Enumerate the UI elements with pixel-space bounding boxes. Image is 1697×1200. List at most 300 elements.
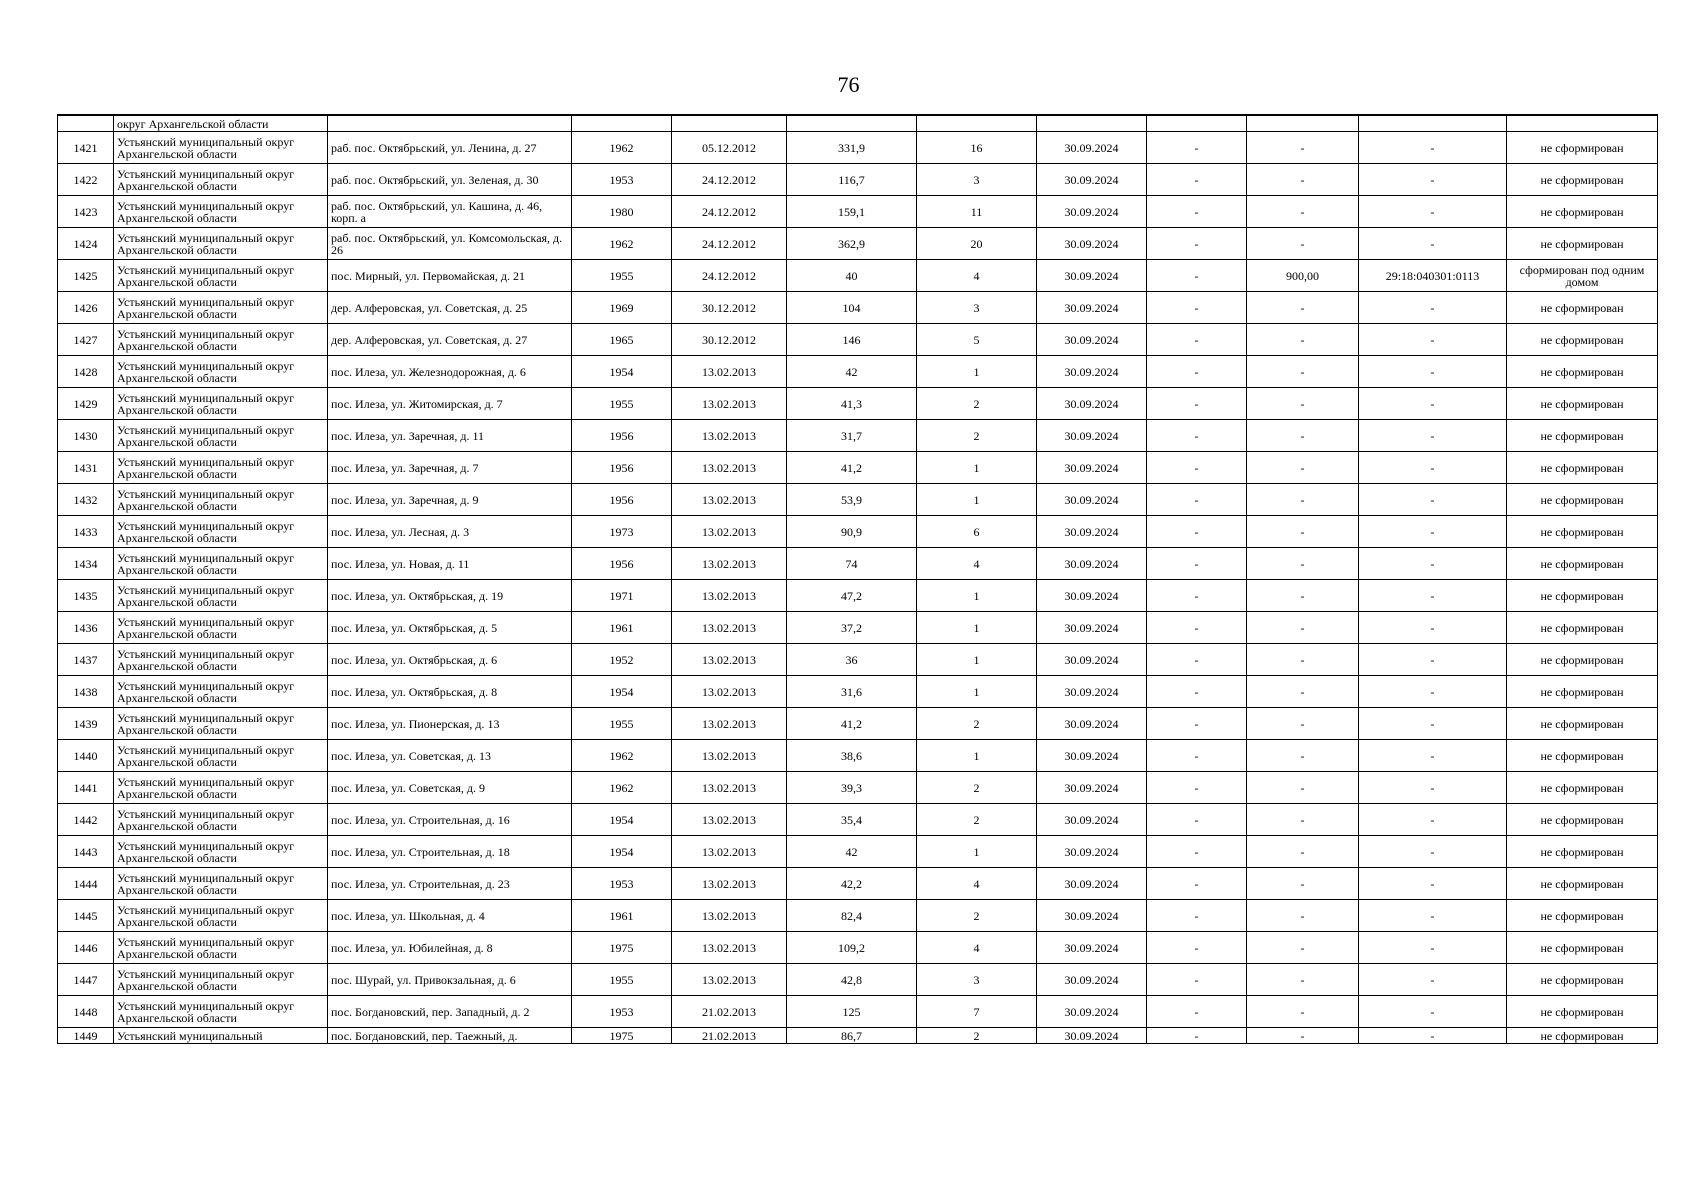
cell-residents: 2 xyxy=(917,388,1037,420)
cell-status: не сформирован xyxy=(1507,324,1658,356)
cell-area: 331,9 xyxy=(787,132,917,164)
cell-area: 146 xyxy=(787,324,917,356)
cell-area: 86,7 xyxy=(787,1028,917,1044)
cell-residents: 1 xyxy=(917,452,1037,484)
cell-residents: 3 xyxy=(917,292,1037,324)
cell-col9: - xyxy=(1147,484,1247,516)
cell-status: не сформирован xyxy=(1507,836,1658,868)
cell-col10: - xyxy=(1247,324,1359,356)
cell-status: не сформирован xyxy=(1507,804,1658,836)
cell-address: раб. пос. Октябрьский, ул. Кашина, д. 46, корп. а xyxy=(328,196,572,228)
cell-status: не сформирован xyxy=(1507,996,1658,1028)
cell-col11: - xyxy=(1359,356,1507,388)
cell-deadline: 30.09.2024 xyxy=(1037,292,1147,324)
cell-date: 13.02.2013 xyxy=(672,356,787,388)
cell-area: 116,7 xyxy=(787,164,917,196)
cell-owner: Устьянский муниципальный округ Архангельской области xyxy=(114,740,328,772)
cell-col10: - xyxy=(1247,644,1359,676)
cell-deadline: 30.09.2024 xyxy=(1037,836,1147,868)
cell-status: не сформирован xyxy=(1507,388,1658,420)
cell-col10: - xyxy=(1247,356,1359,388)
cell-area: 31,7 xyxy=(787,420,917,452)
cell-address: пос. Илеза, ул. Октябрьская, д. 5 xyxy=(328,612,572,644)
cell-address: раб. пос. Октябрьский, ул. Зеленая, д. 30 xyxy=(328,164,572,196)
cell-residents: 4 xyxy=(917,932,1037,964)
cell-owner: округ Архангельской области xyxy=(114,115,328,132)
cell-col10: - xyxy=(1247,964,1359,996)
cell-owner: Устьянский муниципальный округ Архангельской области xyxy=(114,324,328,356)
cell-col9: - xyxy=(1147,932,1247,964)
cell-deadline: 30.09.2024 xyxy=(1037,356,1147,388)
table-row xyxy=(58,644,1658,676)
cell-area: 53,9 xyxy=(787,484,917,516)
cell-address: дер. Алферовская, ул. Советская, д. 25 xyxy=(328,292,572,324)
cell-no: 1432 xyxy=(58,484,114,516)
cell-col9: - xyxy=(1147,420,1247,452)
cell-owner: Устьянский муниципальный округ Архангельской области xyxy=(114,772,328,804)
cell-residents: 3 xyxy=(917,164,1037,196)
cell-col10: - xyxy=(1247,548,1359,580)
cell-deadline: 30.09.2024 xyxy=(1037,164,1147,196)
cell-col10: - xyxy=(1247,484,1359,516)
cell-deadline: 30.09.2024 xyxy=(1037,868,1147,900)
table-row xyxy=(58,228,1658,260)
table-row xyxy=(58,772,1658,804)
cell-status: не сформирован xyxy=(1507,1028,1658,1044)
cell-col11: - xyxy=(1359,868,1507,900)
cell-date: 24.12.2012 xyxy=(672,260,787,292)
cell-col10: - xyxy=(1247,996,1359,1028)
cell-no: 1441 xyxy=(58,772,114,804)
cell-no: 1429 xyxy=(58,388,114,420)
cell-no: 1437 xyxy=(58,644,114,676)
table-row xyxy=(58,484,1658,516)
cell-col11: - xyxy=(1359,196,1507,228)
cell-area: 125 xyxy=(787,996,917,1028)
cell-deadline: 30.09.2024 xyxy=(1037,932,1147,964)
table-row xyxy=(58,260,1658,292)
cell-address: пос. Илеза, ул. Заречная, д. 9 xyxy=(328,484,572,516)
cell-col9: - xyxy=(1147,164,1247,196)
cell-status: не сформирован xyxy=(1507,644,1658,676)
table-row xyxy=(58,580,1658,612)
cell-no: 1443 xyxy=(58,836,114,868)
cell-deadline: 30.09.2024 xyxy=(1037,708,1147,740)
table-row xyxy=(58,388,1658,420)
cell-date: 13.02.2013 xyxy=(672,964,787,996)
cell-residents: 16 xyxy=(917,132,1037,164)
cell-owner: Устьянский муниципальный округ Архангельской области xyxy=(114,676,328,708)
cell-year: 1956 xyxy=(572,548,672,580)
cell-no: 1435 xyxy=(58,580,114,612)
cell-date: 13.02.2013 xyxy=(672,900,787,932)
page-number: 76 xyxy=(837,72,860,97)
cell-area: 42 xyxy=(787,356,917,388)
cell-address: пос. Мирный, ул. Первомайская, д. 21 xyxy=(328,260,572,292)
cell-col9: - xyxy=(1147,836,1247,868)
cell-address: пос. Илеза, ул. Новая, д. 11 xyxy=(328,548,572,580)
cell-no: 1427 xyxy=(58,324,114,356)
cell-year: 1975 xyxy=(572,1028,672,1044)
cell-col9: - xyxy=(1147,740,1247,772)
cell-owner: Устьянский муниципальный округ Архангельской области xyxy=(114,996,328,1028)
cell-status: не сформирован xyxy=(1507,548,1658,580)
cell-owner: Устьянский муниципальный округ Архангельской области xyxy=(114,580,328,612)
cell-date: 13.02.2013 xyxy=(672,676,787,708)
cell-area: 42,8 xyxy=(787,964,917,996)
cell-col10: - xyxy=(1247,164,1359,196)
cell-status: не сформирован xyxy=(1507,868,1658,900)
cell-col11: - xyxy=(1359,484,1507,516)
table-row xyxy=(58,164,1658,196)
cell-no: 1440 xyxy=(58,740,114,772)
cell-status: сформирован под одним домом xyxy=(1507,260,1658,292)
cell-area: 104 xyxy=(787,292,917,324)
cell-deadline: 30.09.2024 xyxy=(1037,612,1147,644)
cell-no: 1447 xyxy=(58,964,114,996)
cell-date: 13.02.2013 xyxy=(672,804,787,836)
cell-col10: - xyxy=(1247,228,1359,260)
cell-deadline: 30.09.2024 xyxy=(1037,740,1147,772)
cell-residents: 2 xyxy=(917,420,1037,452)
table-row xyxy=(58,1028,1658,1044)
cell-col10: - xyxy=(1247,292,1359,324)
cell-address: пос. Илеза, ул. Школьная, д. 4 xyxy=(328,900,572,932)
cell-owner: Устьянский муниципальный округ Архангельской области xyxy=(114,868,328,900)
cell-residents: 11 xyxy=(917,196,1037,228)
cell-owner: Устьянский муниципальный округ Архангельской области xyxy=(114,260,328,292)
cell-deadline xyxy=(1037,115,1147,132)
cell-owner: Устьянский муниципальный округ Архангельской области xyxy=(114,292,328,324)
cell-date: 13.02.2013 xyxy=(672,708,787,740)
cell-no: 1430 xyxy=(58,420,114,452)
cell-owner: Устьянский муниципальный округ Архангельской области xyxy=(114,228,328,260)
table-row xyxy=(58,996,1658,1028)
cell-address: пос. Илеза, ул. Октябрьская, д. 6 xyxy=(328,644,572,676)
cell-area: 74 xyxy=(787,548,917,580)
cell-col10: 900,00 xyxy=(1247,260,1359,292)
cell-residents: 2 xyxy=(917,900,1037,932)
cell-col9: - xyxy=(1147,356,1247,388)
cell-col9: - xyxy=(1147,260,1247,292)
cell-deadline: 30.09.2024 xyxy=(1037,132,1147,164)
cell-owner: Устьянский муниципальный округ Архангельской области xyxy=(114,836,328,868)
cell-no: 1445 xyxy=(58,900,114,932)
cell-deadline: 30.09.2024 xyxy=(1037,548,1147,580)
cell-deadline: 30.09.2024 xyxy=(1037,516,1147,548)
cell-deadline: 30.09.2024 xyxy=(1037,676,1147,708)
cell-year: 1953 xyxy=(572,868,672,900)
cell-col9 xyxy=(1147,115,1247,132)
cell-status: не сформирован xyxy=(1507,356,1658,388)
cell-owner: Устьянский муниципальный округ Архангельской области xyxy=(114,804,328,836)
cell-residents: 4 xyxy=(917,868,1037,900)
cell-deadline: 30.09.2024 xyxy=(1037,804,1147,836)
cell-year: 1971 xyxy=(572,580,672,612)
cell-year: 1955 xyxy=(572,388,672,420)
cell-year: 1980 xyxy=(572,196,672,228)
cell-col11: - xyxy=(1359,548,1507,580)
cell-address: пос. Богдановский, пер. Западный, д. 2 xyxy=(328,996,572,1028)
table-row xyxy=(58,420,1658,452)
cell-owner: Устьянский муниципальный округ Архангельской области xyxy=(114,452,328,484)
cell-deadline: 30.09.2024 xyxy=(1037,484,1147,516)
cell-area: 31,6 xyxy=(787,676,917,708)
cell-col10 xyxy=(1247,115,1359,132)
cell-col9: - xyxy=(1147,548,1247,580)
cell-date: 13.02.2013 xyxy=(672,772,787,804)
cell-col10: - xyxy=(1247,772,1359,804)
cell-date: 13.02.2013 xyxy=(672,452,787,484)
cell-date: 24.12.2012 xyxy=(672,164,787,196)
table-row xyxy=(58,708,1658,740)
cell-year: 1955 xyxy=(572,964,672,996)
cell-col10: - xyxy=(1247,196,1359,228)
cell-area: 41,2 xyxy=(787,452,917,484)
cell-area: 36 xyxy=(787,644,917,676)
cell-date: 21.02.2013 xyxy=(672,996,787,1028)
cell-col9: - xyxy=(1147,388,1247,420)
cell-status: не сформирован xyxy=(1507,420,1658,452)
cell-status: не сформирован xyxy=(1507,612,1658,644)
cell-col10: - xyxy=(1247,1028,1359,1044)
cell-date: 13.02.2013 xyxy=(672,644,787,676)
cell-owner: Устьянский муниципальный округ Архангельской области xyxy=(114,548,328,580)
cell-col10: - xyxy=(1247,868,1359,900)
cell-year: 1956 xyxy=(572,420,672,452)
table-row xyxy=(58,932,1658,964)
cell-date: 30.12.2012 xyxy=(672,292,787,324)
cell-deadline: 30.09.2024 xyxy=(1037,1028,1147,1044)
cell-date: 13.02.2013 xyxy=(672,388,787,420)
cell-col10: - xyxy=(1247,836,1359,868)
cell-owner: Устьянский муниципальный округ Архангельской области xyxy=(114,196,328,228)
cell-col9: - xyxy=(1147,228,1247,260)
cell-col11: - xyxy=(1359,772,1507,804)
cell-no: 1449 xyxy=(58,1028,114,1044)
table-row xyxy=(58,196,1658,228)
cell-year: 1954 xyxy=(572,356,672,388)
cell-date: 05.12.2012 xyxy=(672,132,787,164)
cell-date: 13.02.2013 xyxy=(672,484,787,516)
cell-col11: - xyxy=(1359,1028,1507,1044)
cell-year: 1952 xyxy=(572,644,672,676)
cell-col10: - xyxy=(1247,676,1359,708)
cell-col9: - xyxy=(1147,676,1247,708)
cell-col11: - xyxy=(1359,516,1507,548)
cell-col11: - xyxy=(1359,324,1507,356)
cell-area: 41,2 xyxy=(787,708,917,740)
cell-date: 13.02.2013 xyxy=(672,932,787,964)
cell-date: 13.02.2013 xyxy=(672,612,787,644)
cell-col10: - xyxy=(1247,420,1359,452)
cell-residents: 20 xyxy=(917,228,1037,260)
cell-deadline: 30.09.2024 xyxy=(1037,996,1147,1028)
cell-date: 24.12.2012 xyxy=(672,228,787,260)
table-row xyxy=(58,324,1658,356)
cell-residents: 5 xyxy=(917,324,1037,356)
cell-area: 362,9 xyxy=(787,228,917,260)
cell-col10: - xyxy=(1247,900,1359,932)
cell-owner: Устьянский муниципальный округ Архангельской области xyxy=(114,516,328,548)
cell-date: 24.12.2012 xyxy=(672,196,787,228)
cell-no: 1421 xyxy=(58,132,114,164)
cell-year: 1962 xyxy=(572,228,672,260)
cell-area xyxy=(787,115,917,132)
cell-owner: Устьянский муниципальный округ Архангельской области xyxy=(114,164,328,196)
cell-address: пос. Илеза, ул. Пионерская, д. 13 xyxy=(328,708,572,740)
cell-address: пос. Илеза, ул. Заречная, д. 11 xyxy=(328,420,572,452)
cell-address: пос. Богдановский, пер. Таежный, д. xyxy=(328,1028,572,1044)
cell-residents: 1 xyxy=(917,356,1037,388)
cell-status: не сформирован xyxy=(1507,740,1658,772)
cell-col10: - xyxy=(1247,516,1359,548)
cell-area: 38,6 xyxy=(787,740,917,772)
cell-status: не сформирован xyxy=(1507,132,1658,164)
cell-date: 13.02.2013 xyxy=(672,580,787,612)
cell-col11: - xyxy=(1359,740,1507,772)
cell-area: 90,9 xyxy=(787,516,917,548)
cell-status: не сформирован xyxy=(1507,772,1658,804)
cell-address: пос. Илеза, ул. Юбилейная, д. 8 xyxy=(328,932,572,964)
cell-area: 42,2 xyxy=(787,868,917,900)
cell-col9: - xyxy=(1147,196,1247,228)
cell-address: пос. Илеза, ул. Октябрьская, д. 8 xyxy=(328,676,572,708)
table-row xyxy=(58,356,1658,388)
cell-address: пос. Илеза, ул. Заречная, д. 7 xyxy=(328,452,572,484)
cell-owner: Устьянский муниципальный округ Архангельской области xyxy=(114,964,328,996)
cell-deadline: 30.09.2024 xyxy=(1037,420,1147,452)
cell-col9: - xyxy=(1147,132,1247,164)
cell-status: не сформирован xyxy=(1507,228,1658,260)
cell-address: раб. пос. Октябрьский, ул. Комсомольская, д. 26 xyxy=(328,228,572,260)
table-row xyxy=(58,804,1658,836)
cell-date: 13.02.2013 xyxy=(672,836,787,868)
cell-col9: - xyxy=(1147,292,1247,324)
cell-col9: - xyxy=(1147,644,1247,676)
cell-address: пос. Илеза, ул. Житомирская, д. 7 xyxy=(328,388,572,420)
cell-date: 13.02.2013 xyxy=(672,868,787,900)
cell-year: 1961 xyxy=(572,900,672,932)
cell-date: 13.02.2013 xyxy=(672,548,787,580)
cell-status: не сформирован xyxy=(1507,708,1658,740)
cell-owner: Устьянский муниципальный округ Архангельской области xyxy=(114,356,328,388)
cell-owner: Устьянский муниципальный округ Архангельской области xyxy=(114,484,328,516)
cell-date: 13.02.2013 xyxy=(672,740,787,772)
cell-col11: 29:18:040301:0113 xyxy=(1359,260,1507,292)
cell-year xyxy=(572,115,672,132)
table-row xyxy=(58,868,1658,900)
cell-col11: - xyxy=(1359,228,1507,260)
cell-deadline: 30.09.2024 xyxy=(1037,388,1147,420)
cell-year: 1965 xyxy=(572,324,672,356)
cell-year: 1955 xyxy=(572,708,672,740)
cell-address: пос. Илеза, ул. Железнодорожная, д. 6 xyxy=(328,356,572,388)
cell-owner: Устьянский муниципальный округ Архангельской области xyxy=(114,644,328,676)
table-row xyxy=(58,516,1658,548)
cell-year: 1962 xyxy=(572,772,672,804)
cell-residents: 1 xyxy=(917,740,1037,772)
cell-residents: 4 xyxy=(917,260,1037,292)
cell-col10: - xyxy=(1247,580,1359,612)
table-row xyxy=(58,676,1658,708)
cell-no: 1426 xyxy=(58,292,114,324)
cell-col9: - xyxy=(1147,1028,1247,1044)
cell-no: 1428 xyxy=(58,356,114,388)
cell-col11: - xyxy=(1359,132,1507,164)
cell-address: пос. Илеза, ул. Строительная, д. 16 xyxy=(328,804,572,836)
cell-address: пос. Илеза, ул. Строительная, д. 23 xyxy=(328,868,572,900)
cell-residents: 2 xyxy=(917,708,1037,740)
cell-no: 1422 xyxy=(58,164,114,196)
cell-deadline: 30.09.2024 xyxy=(1037,772,1147,804)
cell-col10: - xyxy=(1247,932,1359,964)
cell-year: 1953 xyxy=(572,996,672,1028)
cell-owner: Устьянский муниципальный округ Архангельской области xyxy=(114,420,328,452)
cell-area: 40 xyxy=(787,260,917,292)
cell-date: 21.02.2013 xyxy=(672,1028,787,1044)
cell-area: 159,1 xyxy=(787,196,917,228)
cell-deadline: 30.09.2024 xyxy=(1037,228,1147,260)
cell-col11: - xyxy=(1359,804,1507,836)
cell-col9: - xyxy=(1147,868,1247,900)
cell-year: 1954 xyxy=(572,804,672,836)
cell-col11: - xyxy=(1359,644,1507,676)
cell-status: не сформирован xyxy=(1507,484,1658,516)
cell-address: пос. Шурай, ул. Привокзальная, д. 6 xyxy=(328,964,572,996)
cell-residents: 2 xyxy=(917,804,1037,836)
cell-col9: - xyxy=(1147,612,1247,644)
cell-date: 13.02.2013 xyxy=(672,420,787,452)
cell-no: 1438 xyxy=(58,676,114,708)
table-body xyxy=(58,115,1658,1044)
cell-col11 xyxy=(1359,115,1507,132)
cell-year: 1962 xyxy=(572,132,672,164)
cell-col9: - xyxy=(1147,900,1247,932)
cell-area: 35,4 xyxy=(787,804,917,836)
cell-no: 1448 xyxy=(58,996,114,1028)
cell-col10: - xyxy=(1247,452,1359,484)
cell-col10: - xyxy=(1247,388,1359,420)
cell-area: 41,3 xyxy=(787,388,917,420)
cell-area: 37,2 xyxy=(787,612,917,644)
cell-area: 42 xyxy=(787,836,917,868)
table-row xyxy=(58,740,1658,772)
table-row xyxy=(58,900,1658,932)
cell-no: 1442 xyxy=(58,804,114,836)
cell-residents: 6 xyxy=(917,516,1037,548)
cell-no: 1434 xyxy=(58,548,114,580)
cell-col9: - xyxy=(1147,580,1247,612)
cell-address: пос. Илеза, ул. Советская, д. 13 xyxy=(328,740,572,772)
cell-no: 1439 xyxy=(58,708,114,740)
cell-no: 1425 xyxy=(58,260,114,292)
table-row xyxy=(58,964,1658,996)
cell-residents: 1 xyxy=(917,484,1037,516)
table-row xyxy=(58,836,1658,868)
cell-status: не сформирован xyxy=(1507,196,1658,228)
table-row-continuation xyxy=(58,115,1658,132)
cell-status: не сформирован xyxy=(1507,676,1658,708)
cell-residents: 1 xyxy=(917,676,1037,708)
cell-col9: - xyxy=(1147,804,1247,836)
cell-col11: - xyxy=(1359,420,1507,452)
cell-col11: - xyxy=(1359,964,1507,996)
cell-col10: - xyxy=(1247,740,1359,772)
cell-col11: - xyxy=(1359,996,1507,1028)
cell-status: не сформирован xyxy=(1507,932,1658,964)
table-row xyxy=(58,548,1658,580)
